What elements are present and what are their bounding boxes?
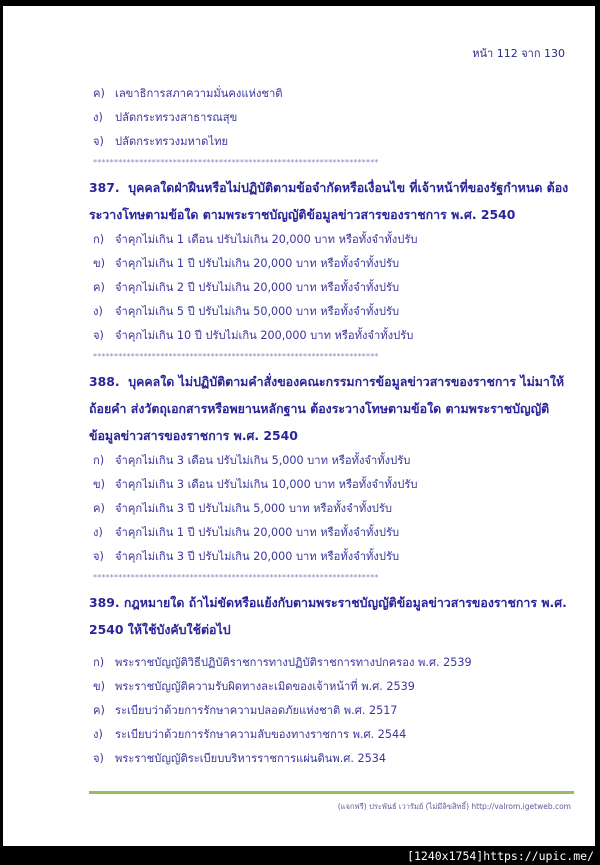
footer-rule xyxy=(89,791,574,794)
option-e: จ) ปลัดกระทรวงมหาดไทย xyxy=(93,135,228,148)
page-number: หน้า 112 จาก 130 xyxy=(472,47,565,60)
option-b: ข) จำคุกไม่เกิน 1 ปี ปรับไม่เกิน 20,000 บาท หรือทั้งจำทั้งปรับ xyxy=(93,257,400,270)
option-d: ง) จำคุกไม่เกิน 1 ปี ปรับไม่เกิน 20,000 บาท หรือทั้งจำทั้งปรับ xyxy=(93,526,400,539)
option-b: ข) พระราชบัญญัติความรับผิดทางละเมิดของเจ้าหน้าที่ พ.ศ. 2539 xyxy=(93,680,415,693)
option-a: ก) จำคุกไม่เกิน 3 เดือน ปรับไม่เกิน 5,000 บาท หรือทั้งจำทั้งปรับ xyxy=(93,454,411,467)
divider: ******************************************************************** xyxy=(93,158,379,167)
option-e: จ) จำคุกไม่เกิน 10 ปี ปรับไม่เกิน 200,000 บาท หรือทั้งจำทั้งปรับ xyxy=(93,329,414,342)
question-389: 389. กฎหมายใด ถ้าไม่ขัดหรือแย้งกับตามพระราชบัญญัติข้อมูลข่าวสารของราชการ พ.ศ. 2540 ให้ใช้บังคับใช้ต่อไป xyxy=(89,595,567,637)
option-d: ง) ระเบียบว่าด้วยการรักษาความลับของทางราชการ พ.ศ. 2544 xyxy=(93,728,407,741)
image-host-watermark: [1240x1754]https://upic.me/ xyxy=(407,849,594,863)
option-d: ง) ปลัดกระทรวงสาธารณสุข xyxy=(93,111,238,124)
option-b: ข) จำคุกไม่เกิน 3 เดือน ปรับไม่เกิน 10,000 บาท หรือทั้งจำทั้งปรับ xyxy=(93,478,418,491)
option-c: ค) ระเบียบว่าด้วยการรักษาความปลอดภัยแห่งชาติ พ.ศ. 2517 xyxy=(93,704,398,717)
question-388: 388. บุคคลใด ไม่ปฏิบัติตามคำสั่งของคณะกรรมการข้อมูลข่าวสารของราชการ ไม่มาให้ถ้อยคำ ส่งวัตถุเอกสารหรือพยานหลักฐาน ต้องระวางโทษตามข้อใด ตามพระราชบัญญัติข้อมูลข่าวสารของราชการ พ.ศ. 2540 xyxy=(89,374,565,443)
divider: ******************************************************************** xyxy=(93,573,379,582)
option-c: ค) เลขาธิการสภาความมั่นคงแห่งชาติ xyxy=(93,87,283,100)
option-a: ก) จำคุกไม่เกิน 1 เดือน ปรับไม่เกิน 20,000 บาท หรือทั้งจำทั้งปรับ xyxy=(93,233,418,246)
footer-credit: (แจกฟรี) ประพันธ์ เวารัมย์ (ไม่มีลิขสิทธิ์) http://valrom.igetweb.com xyxy=(337,802,571,811)
option-e: จ) จำคุกไม่เกิน 3 ปี ปรับไม่เกิน 20,000 บาท หรือทั้งจำทั้งปรับ xyxy=(93,550,400,563)
spacer xyxy=(89,643,569,651)
option-e: จ) พระราชบัญญัติระเบียบบริหารราชการแผ่นดินพ.ศ. 2534 xyxy=(93,752,386,765)
question-387: 387. บุคคลใดฝ่าฝืนหรือไม่ปฏิบัติตามข้อจำกัดหรือเงื่อนไข ที่เจ้าหน้าที่ของรัฐกำหนด ต้องระวางโทษตามข้อใด ตามพระราชบัญญัติข้อมูลข่าวสารของราชการ พ.ศ. 2540 xyxy=(89,180,569,222)
option-d: ง) จำคุกไม่เกิน 5 ปี ปรับไม่เกิน 50,000 บาท หรือทั้งจำทั้งปรับ xyxy=(93,305,400,318)
option-a: ก) พระราชบัญญัติวิธีปฏิบัติราชการทางปฏิบัติราชการทางปกครอง พ.ศ. 2539 xyxy=(93,656,472,669)
option-c: ค) จำคุกไม่เกิน 2 ปี ปรับไม่เกิน 20,000 บาท หรือทั้งจำทั้งปรับ xyxy=(93,281,400,294)
divider: ******************************************************************** xyxy=(93,352,379,361)
document-page xyxy=(3,6,595,846)
option-c: ค) จำคุกไม่เกิน 3 ปี ปรับไม่เกิน 5,000 บาท หรือทั้งจำทั้งปรับ xyxy=(93,502,392,515)
content xyxy=(89,82,569,771)
